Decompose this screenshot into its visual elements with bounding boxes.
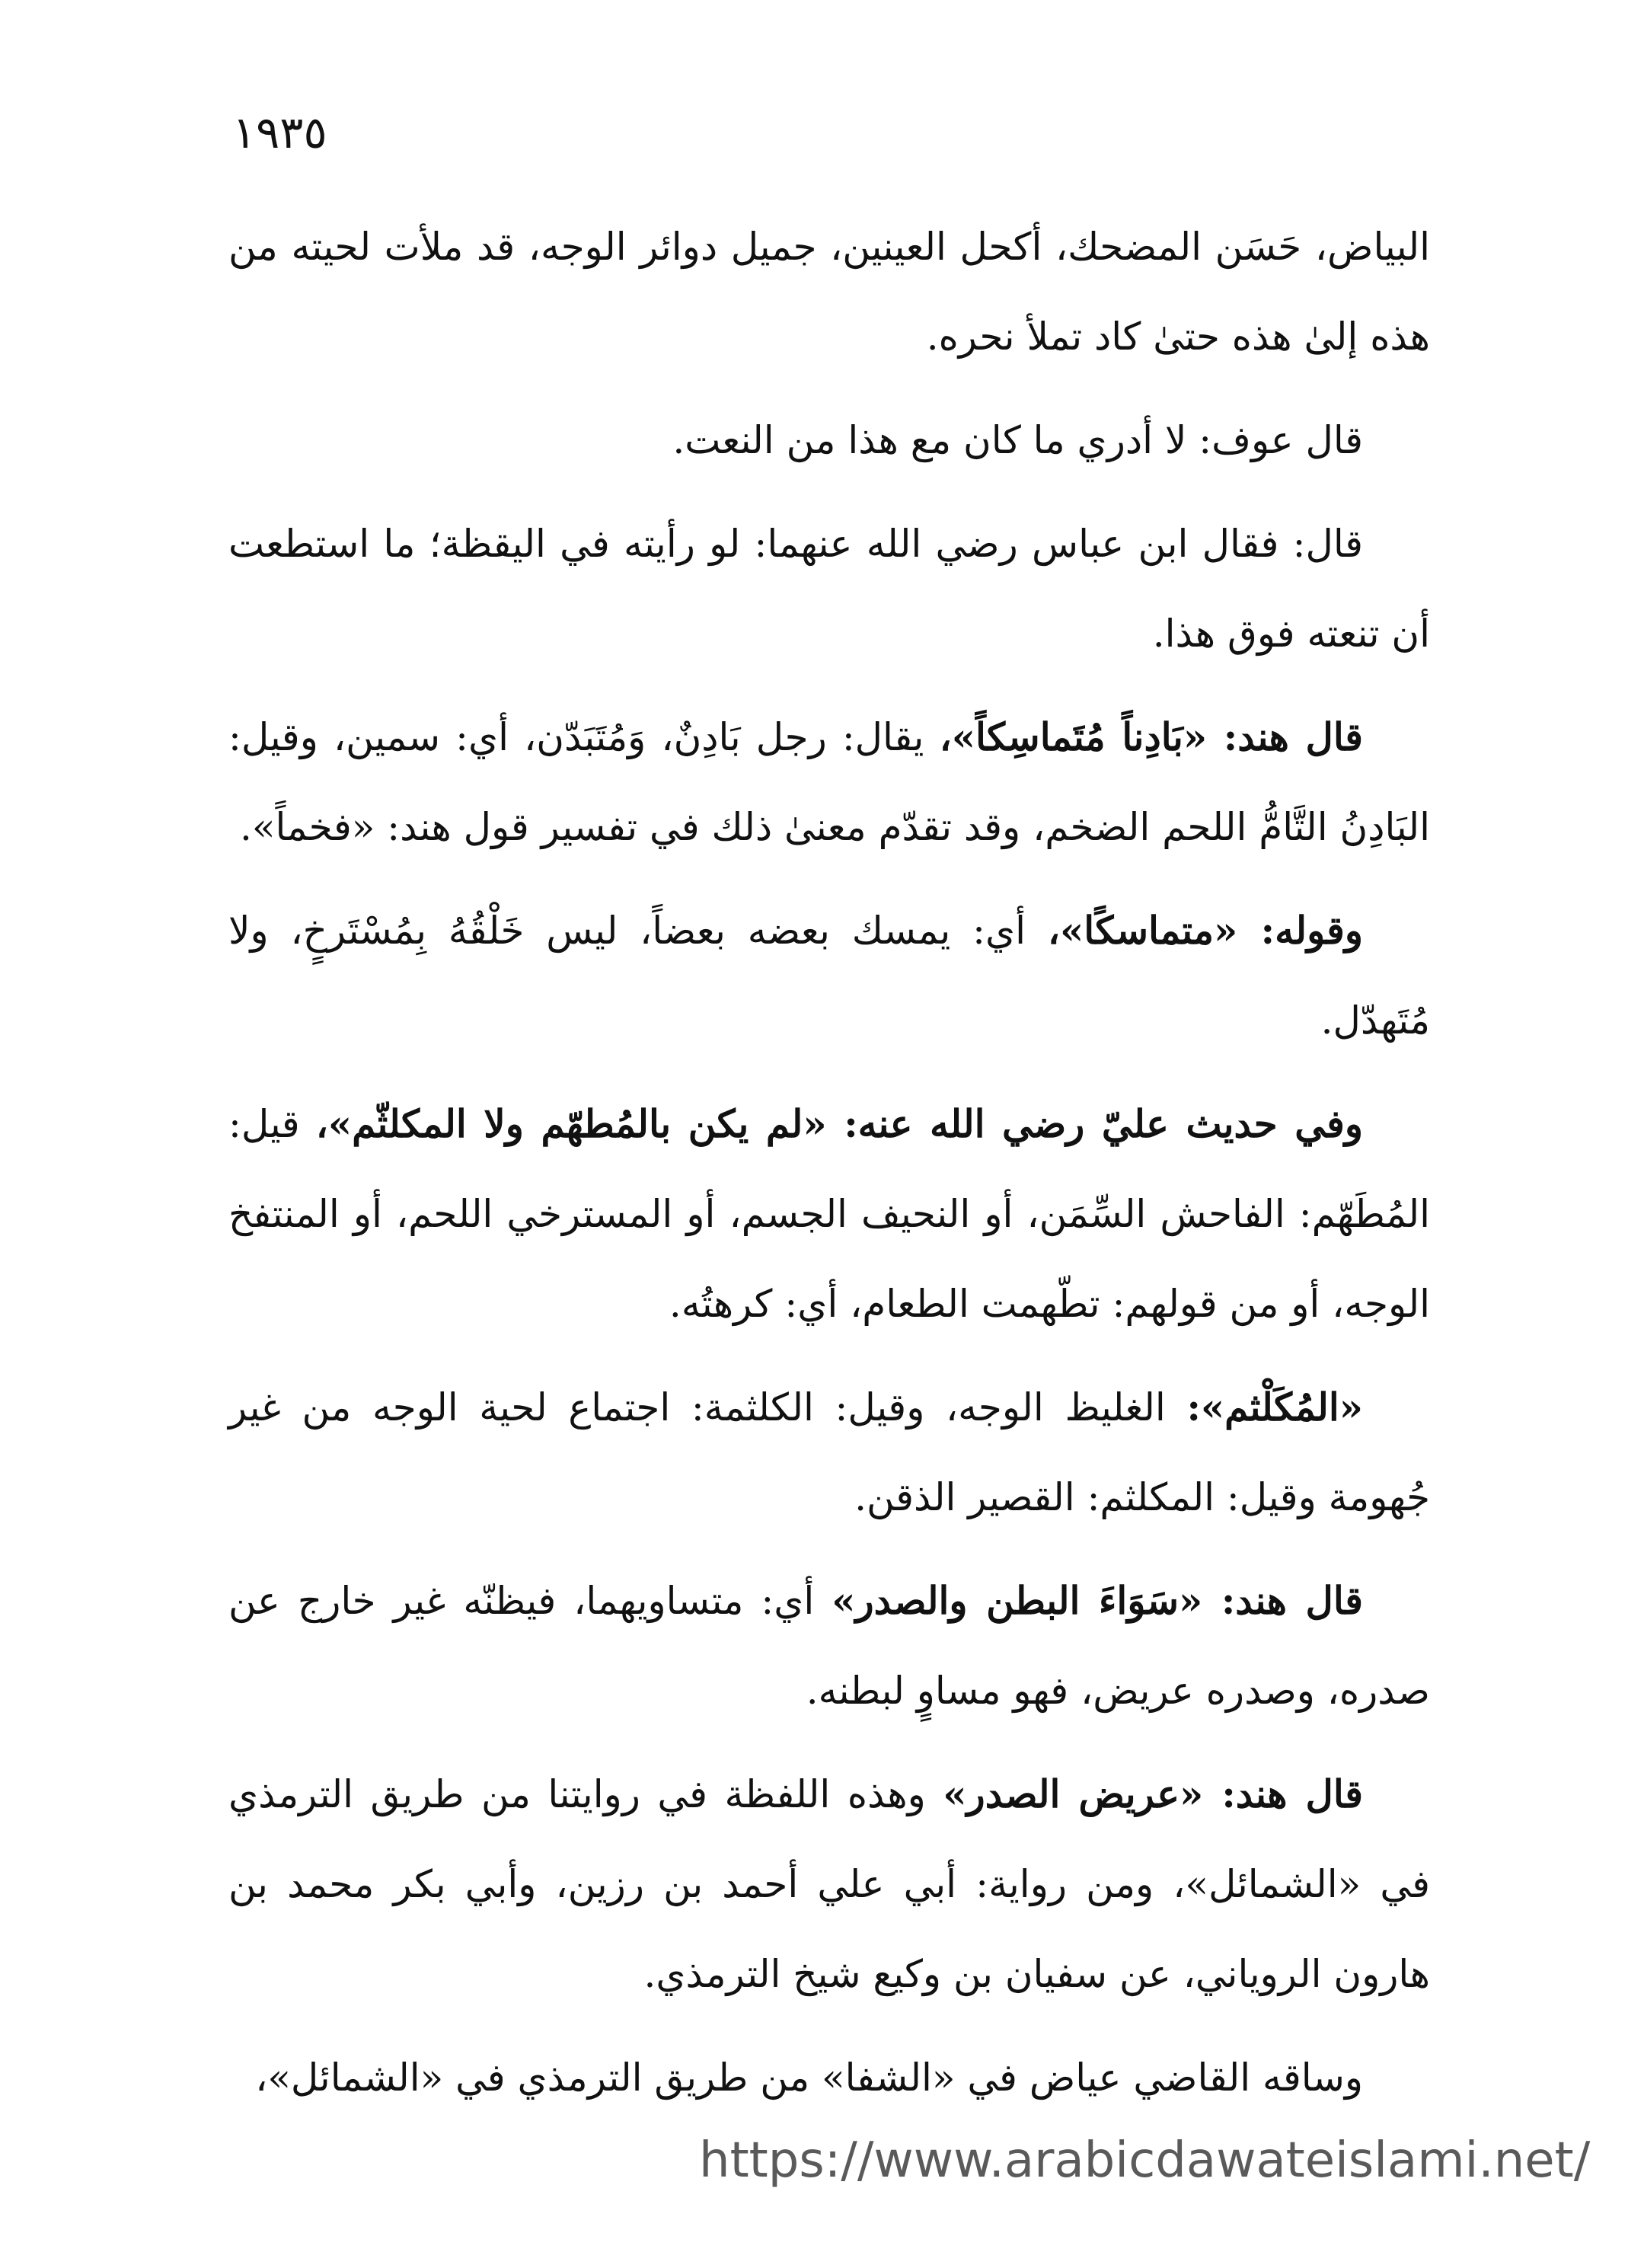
paragraph-lead: قال هند: «بَادِناً مُتَماسِكاً»، bbox=[939, 714, 1363, 759]
paragraph-text: أي: يمسك بعضه بعضاً، ليس خَلْقُهُ بِمُسْتَرخٍ، ولا مُتَهدّل. bbox=[228, 909, 1430, 1043]
paragraph-4 bbox=[228, 692, 1430, 872]
paragraph-lead: وقوله: «متماسكًا»، bbox=[1047, 908, 1364, 953]
paragraph-7 bbox=[228, 1362, 1430, 1542]
paragraph-text: البياض، حَسَن المضحك، أكحل العينين، جميل دوائر الوجه، قد ملأت لحيته من هذه إلىٰ هذه حتىٰ كاد تملأ نحره. bbox=[228, 225, 1430, 359]
paragraph-text: أي: متساويهما، فيظنّه غير خارج عن صدره، وصدره عريض، فهو مساوٍ لبطنه. bbox=[228, 1579, 1430, 1713]
paragraph-text: وساقه القاضي عياض في «الشفا» من طريق الترمذي في «الشمائل»، bbox=[255, 2056, 1363, 2100]
paragraph-lead: «المُكَلْثم»: bbox=[1186, 1385, 1363, 1429]
paragraph-9 bbox=[228, 1749, 1430, 2019]
paragraph-10 bbox=[228, 2033, 1430, 2123]
page-number: ١٩٣٥ bbox=[232, 107, 327, 158]
paragraph-lead: وفي حديث عليّ رضي الله عنه: «لم يكن بالمُطهّم ولا المكلثّم»، bbox=[315, 1101, 1363, 1146]
paragraph-text: قال: فقال ابن عباس رضي الله عنهما: لو رأيته في اليقظة؛ ما استطعت أن تنعته فوق هذا. bbox=[228, 522, 1430, 656]
paragraph-text: الغليظ الوجه، وقيل: الكلثمة: اجتماع لحية الوجه من غير جُهومة وقيل: المكلثم: القصير الذقن. bbox=[228, 1385, 1430, 1519]
paragraph-lead: قال هند: «سَوَاءَ البطن والصدر» bbox=[832, 1578, 1363, 1623]
paragraph-text: وهذه اللفظة في روايتنا من طريق الترمذي في «الشمائل»، ومن رواية: أبي علي أحمد بن رزين، وأبي بكر محمد بن هارون الروياني، عن سفيان بن وكيع شيخ الترمذي. bbox=[228, 1772, 1430, 1996]
paragraph-6 bbox=[228, 1079, 1430, 1349]
paragraph-2 bbox=[228, 395, 1430, 485]
paragraph-1 bbox=[228, 202, 1430, 382]
paragraph-text: قال عوف: لا أدري ما كان مع هذا من النعت. bbox=[672, 418, 1363, 462]
paragraph-8 bbox=[228, 1556, 1430, 1736]
paragraph-5 bbox=[228, 886, 1430, 1065]
paragraph-text: قيل: المُطَهّم: الفاحش السِّمَن، أو النحيف الجسم، أو المسترخي اللحم، أو المنتفخ الوجه، أو من قولهم: تطّهمت الطعام، أي: كرهتُه. bbox=[228, 1102, 1430, 1326]
source-watermark-url: https://www.arabicdawateislami.net/ bbox=[699, 2132, 1591, 2189]
page-body bbox=[228, 202, 1430, 2136]
paragraph-lead: قال هند: «عريض الصدر» bbox=[943, 1771, 1363, 1816]
paragraph-text: يقال: رجل بَادِنٌ، وَمُتَبَدّن، أي: سمين، وقيل: البَادِنُ التَّامُّ اللحم الضخم، وقد تقدّم معنىٰ ذلك في تفسير قول هند: «فخماً». bbox=[228, 715, 1430, 849]
paragraph-3 bbox=[228, 499, 1430, 679]
